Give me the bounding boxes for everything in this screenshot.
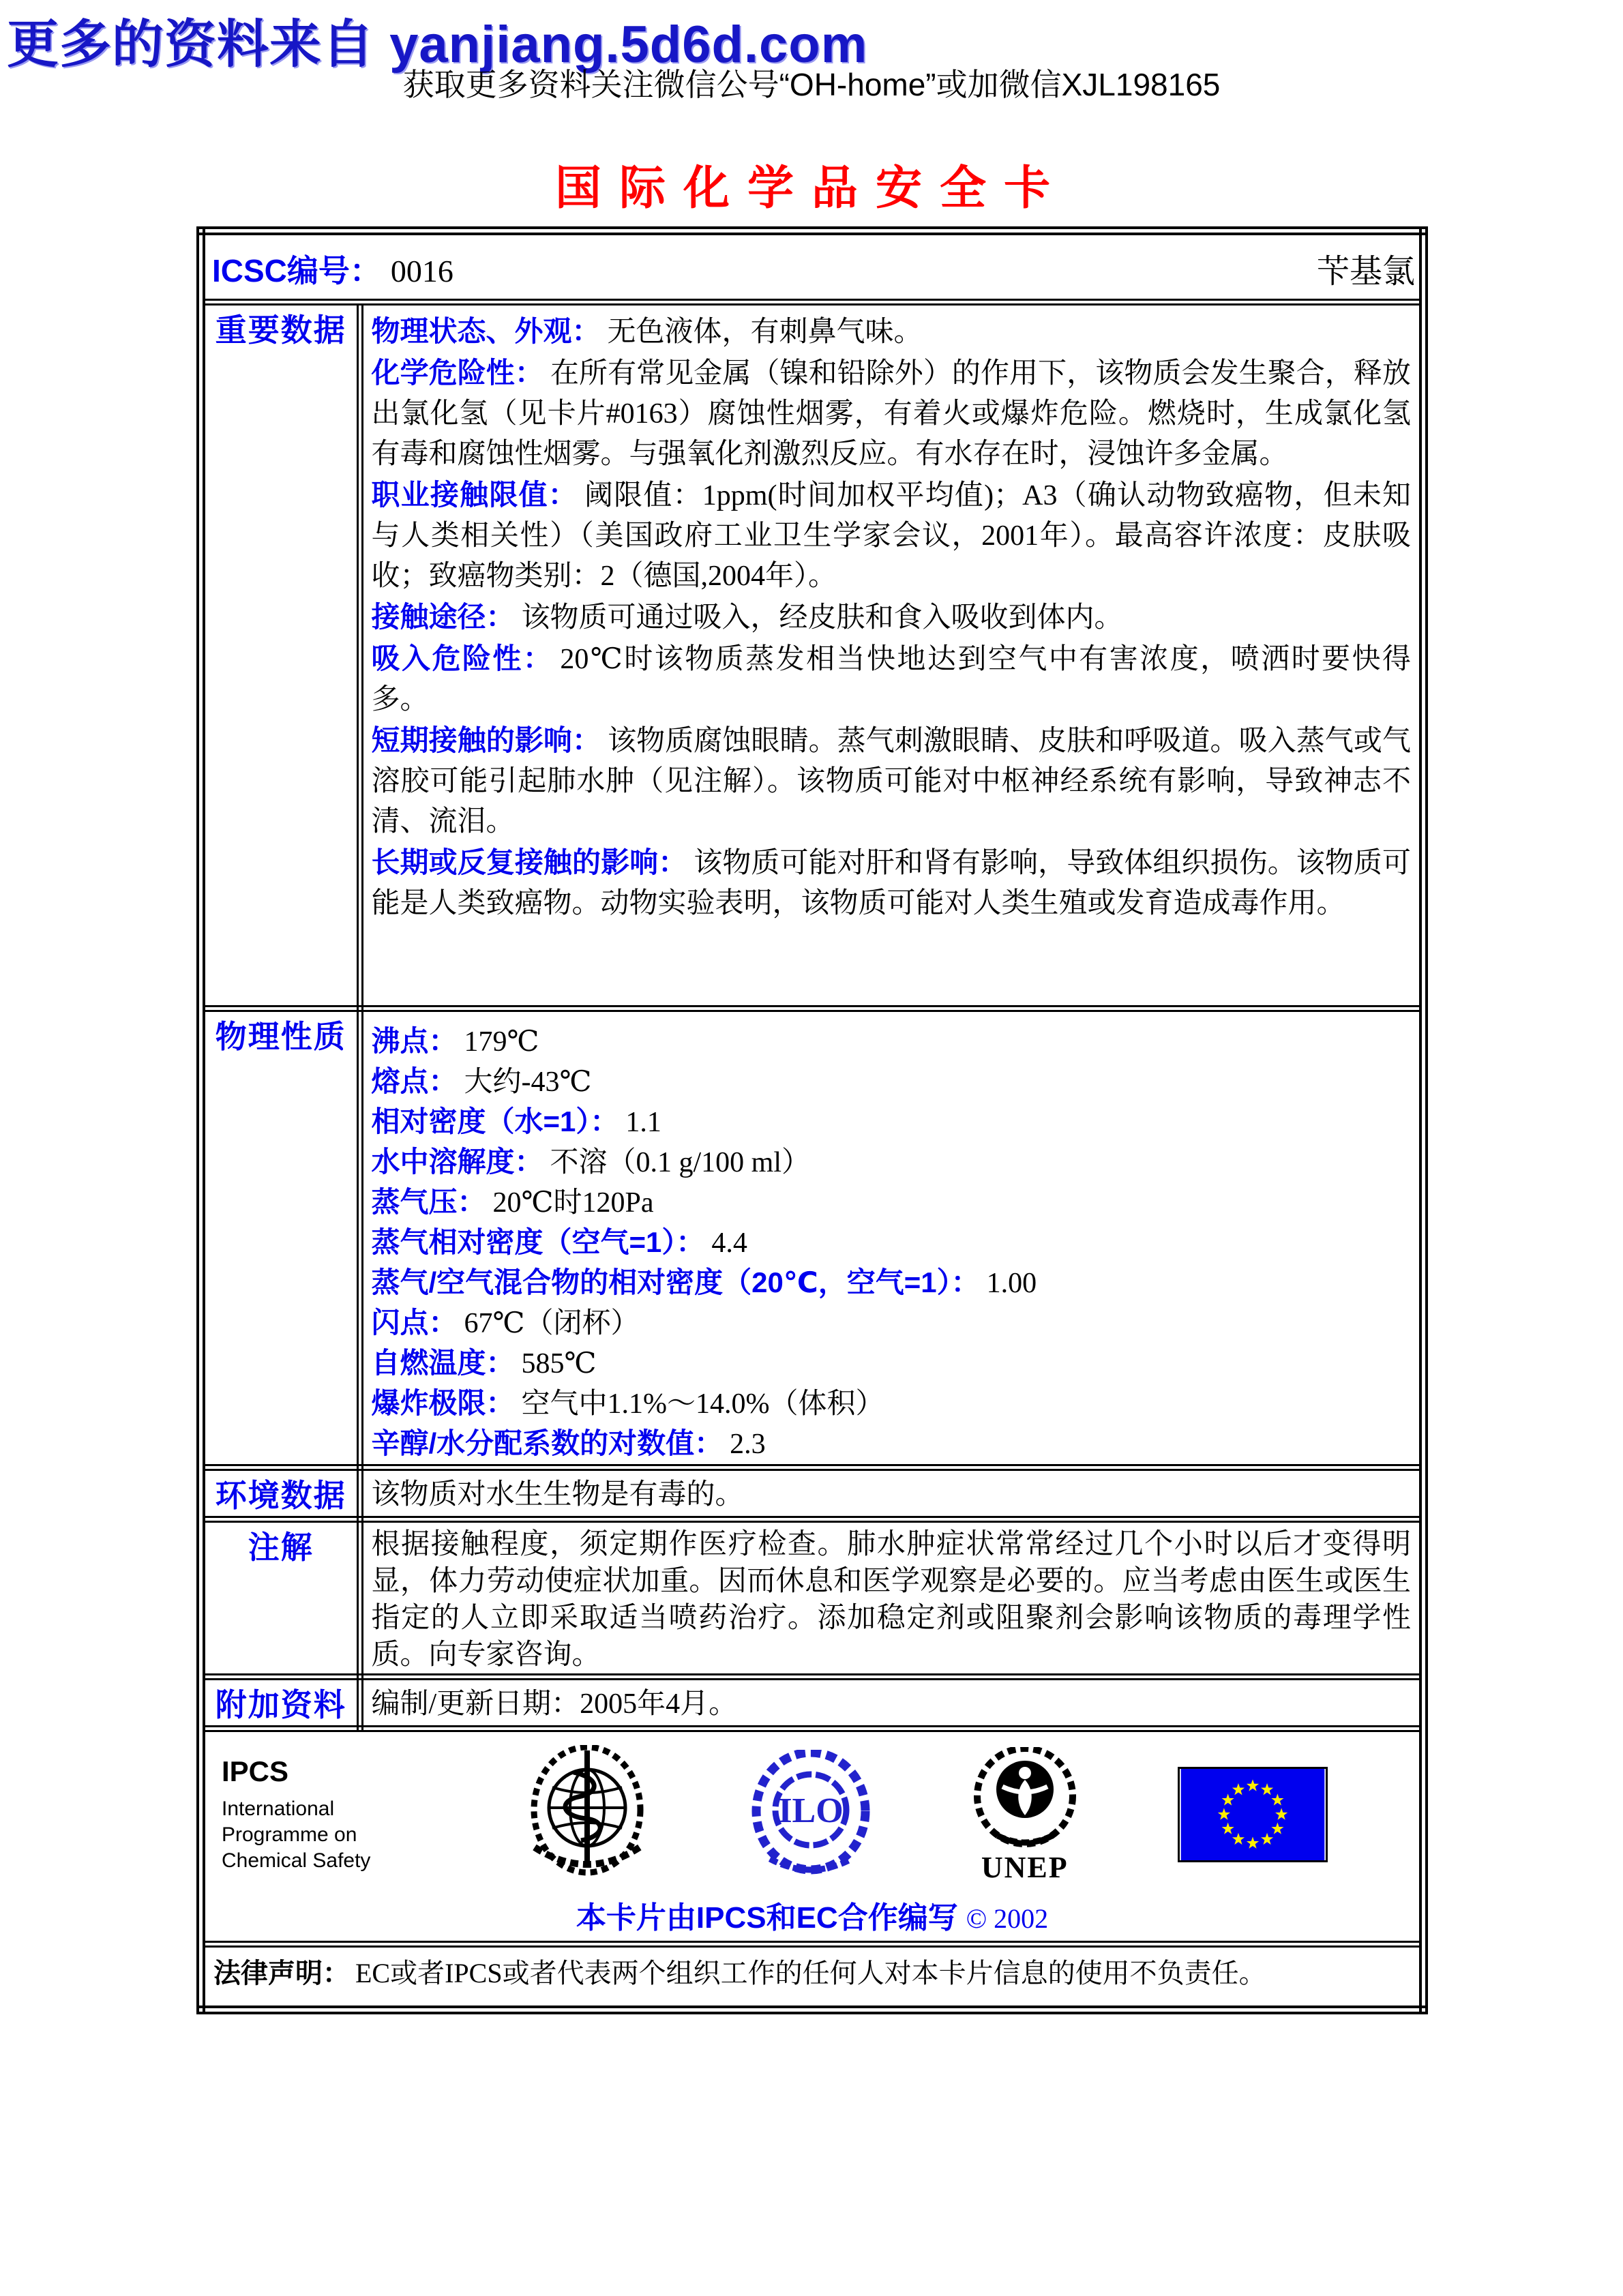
property-label: 相对密度（水=1）：	[371, 1105, 619, 1137]
legal-text: EC或者IPCS或者代表两个组织工作的任何人对本卡片信息的使用不负责任。	[355, 1958, 1266, 1988]
ilo-logo-icon	[749, 1750, 872, 1879]
section-label-important-data: 重要数据	[201, 302, 360, 1009]
item-label: 短期接触的影响：	[371, 724, 601, 756]
item-label: 职业接触限值：	[371, 479, 578, 511]
property-label: 辛醇/水分配系数的对数值：	[371, 1427, 724, 1459]
item-text: 该物质腐蚀眼睛。蒸气刺激眼睛、皮肤和呼吸道。吸入蒸气或气溶胶可能引起肺水肿（见注解）。该物质可能对中枢神经系统有影响，导致神志不清、流泪。	[371, 726, 1411, 837]
important-item	[372, 638, 1412, 720]
environment-data-content: 该物质对水生生物是有毒的。	[360, 1467, 1424, 1519]
additional-info-row	[201, 1677, 1424, 1729]
important-item	[372, 842, 1412, 924]
physical-property-line	[372, 1142, 1412, 1182]
credit-year: © 2002	[966, 1903, 1049, 1934]
ipcs-text-block	[222, 1755, 426, 1874]
physical-property-line	[372, 1182, 1412, 1223]
svg-text:ILO: ILO	[777, 1791, 844, 1830]
item-label: 化学危险性：	[371, 357, 544, 389]
property-value: 不溶（0.1 g/100 ml）	[550, 1147, 811, 1178]
credit-text: 本卡片由IPCS和EC合作编写	[576, 1901, 958, 1935]
notes-row	[201, 1519, 1424, 1677]
property-value: 179℃	[464, 1026, 539, 1058]
additional-info-content: 编制/更新日期：2005年4月。	[360, 1677, 1424, 1729]
safety-card-table	[196, 226, 1428, 2014]
unep-logo	[967, 1747, 1083, 1883]
icsc-number-label: ICSC编号：	[212, 252, 381, 288]
item-label: 长期或反复接触的影响：	[371, 846, 687, 878]
section-label-physical-properties: 物理性质	[201, 1009, 360, 1467]
legal-label: 法律声明：	[213, 1958, 350, 1988]
important-item	[372, 353, 1412, 475]
property-value: 大约-43℃	[464, 1067, 592, 1098]
property-label: 蒸气压：	[371, 1186, 486, 1218]
legal-row	[201, 1944, 1424, 2010]
item-label: 物理状态、外观：	[371, 315, 601, 347]
organisation-logos	[222, 1743, 1403, 1886]
item-label: 接触途径：	[371, 601, 515, 633]
section-label-notes: 注解	[201, 1519, 360, 1677]
ipcs-line: Chemical Safety	[222, 1849, 371, 1872]
important-item	[372, 597, 1412, 638]
credit-line	[222, 1893, 1403, 1937]
physical-property-line	[372, 1303, 1412, 1343]
property-value: 1.1	[625, 1107, 661, 1138]
item-text: 无色液体，有刺鼻气味。	[607, 316, 923, 348]
property-value: 2.3	[730, 1429, 766, 1460]
eu-flag-icon	[1178, 1767, 1328, 1862]
property-label: 沸点：	[371, 1025, 458, 1057]
unep-logo-icon	[967, 1747, 1083, 1849]
notes-content: 根据接触程度，须定期作医疗检查。肺水肿症状常常经过几个小时以后才变得明显，体力劳动使症状加重。因而休息和医学观察是必要的。应当考虑由医生或医生指定的人立即采取适当喷药治疗。添加稳定剂或阻聚剂会影响该物质的毒理学性质。向专家咨询。	[360, 1519, 1424, 1677]
organisations-row	[201, 1729, 1424, 1944]
organisations-cell	[201, 1729, 1424, 1944]
item-text: 该物质可能对肝和肾有影响，导致体组织损伤。该物质可能是人类致癌物。动物实验表明，该物质可能对人类生殖或发育造成毒作用。	[371, 848, 1411, 919]
ipcs-line: Programme on	[222, 1823, 357, 1846]
physical-property-line	[372, 1062, 1412, 1102]
item-text: 在所有常见金属（镍和铅除外）的作用下，该物质会发生聚合，释放出氯化氢（见卡片#0163）腐蚀性烟雾，有着火或爆炸危险。燃烧时，生成氯化氢有毒和腐蚀性烟雾。与强氧化剂激烈反应。有水存在时，浸蚀许多金属。	[371, 358, 1411, 470]
important-item	[372, 475, 1412, 597]
physical-property-line	[372, 1384, 1412, 1424]
ipcs-acronym: IPCS	[222, 1755, 289, 1787]
page-title: 国际化学品安全卡	[554, 162, 1068, 214]
item-label: 吸入危险性：	[371, 642, 554, 674]
physical-property-line	[372, 1263, 1412, 1303]
ipcs-line: International	[222, 1798, 335, 1820]
property-label: 蒸气/空气混合物的相对密度（20℃，空气=1）：	[371, 1266, 980, 1298]
property-label: 熔点：	[371, 1065, 458, 1097]
item-text: 20℃时该物质蒸发相当快地达到空气中有害浓度，喷洒时要快得多。	[371, 644, 1411, 715]
physical-property-line	[372, 1022, 1412, 1062]
property-label: 蒸气相对密度（空气=1）：	[371, 1226, 705, 1258]
unep-wordmark: UNEP	[981, 1850, 1069, 1884]
watermark-line2: 获取更多资料关注微信公号“OH-home”或加微信XJL198165	[402, 67, 1221, 102]
property-value: 20℃时120Pa	[492, 1187, 654, 1219]
property-value: 1.00	[986, 1268, 1037, 1299]
section-label-additional-info: 附加资料	[201, 1677, 360, 1729]
property-value: 4.4	[711, 1227, 747, 1259]
icsc-header	[205, 235, 1419, 299]
physical-property-line	[372, 1424, 1412, 1464]
icsc-header-row	[201, 231, 1424, 303]
important-data-content	[360, 302, 1424, 1009]
item-text: 阈限值：1ppm(时间加权平均值)；A3（确认动物致癌物，但未知与人类相关性）（美国政府工业卫生学家会议，2001年）。最高容许浓度：皮肤吸收；致癌物类别：2（德国,2004年）。	[371, 480, 1411, 592]
physical-properties-row	[201, 1009, 1424, 1467]
legal-cell	[201, 1944, 1424, 2010]
watermark-line1: 更多的资料来自 yanjiang.5d6d.com	[7, 16, 868, 74]
environment-data-row	[201, 1467, 1424, 1519]
property-label: 闪点：	[371, 1307, 458, 1339]
icsc-number	[212, 246, 453, 291]
section-label-environment-data: 环境数据	[201, 1467, 360, 1519]
important-item	[372, 311, 1412, 353]
item-text: 该物质可通过吸入，经皮肤和食入吸收到体内。	[521, 602, 1123, 633]
property-label: 水中溶解度：	[371, 1146, 544, 1178]
property-value: 空气中1.1%～14.0%（体积）	[521, 1388, 884, 1420]
property-value: 67℃（闭杯）	[464, 1308, 640, 1339]
who-logo-icon	[521, 1745, 654, 1885]
chemical-name: 苄基氯	[1316, 254, 1415, 290]
physical-property-line	[372, 1102, 1412, 1142]
physical-property-line	[372, 1343, 1412, 1384]
physical-properties-content	[360, 1009, 1424, 1467]
property-value: 585℃	[521, 1348, 597, 1380]
property-label: 爆炸极限：	[371, 1387, 515, 1419]
property-label: 自燃温度：	[371, 1347, 515, 1379]
icsc-number-value: 0016	[390, 253, 453, 288]
important-data-row	[201, 302, 1424, 1009]
physical-property-line	[372, 1223, 1412, 1263]
important-item	[372, 720, 1412, 842]
